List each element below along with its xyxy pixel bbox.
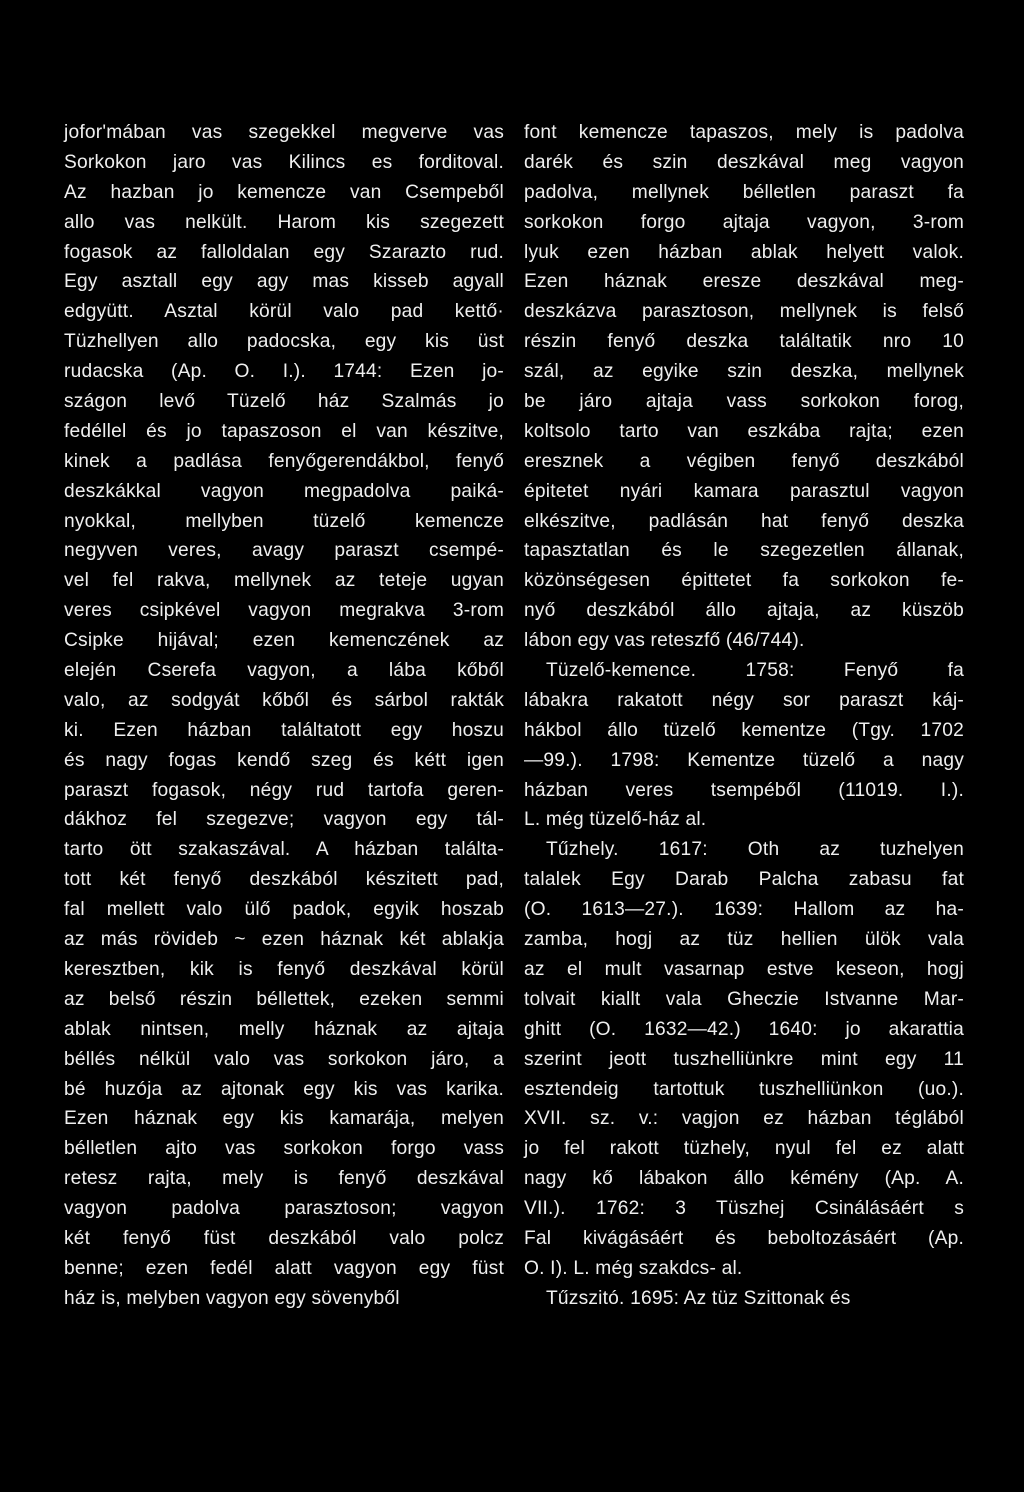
text-line: vagyon padolva parasztoson; vagyon bbox=[64, 1198, 504, 1220]
text-line: nagy kő lábakon állo kémény (Ap. A. bbox=[524, 1168, 964, 1190]
text-line: szerint jeott tuszhelliünkre mint egy 11 bbox=[524, 1048, 964, 1070]
text-line: negyven veres, avagy paraszt csempé- bbox=[64, 540, 504, 562]
text-line: keresztben, kik is fenyő deszkával körül bbox=[64, 958, 504, 980]
text-line: Ezen háznak eresze deszkával meg- bbox=[524, 271, 964, 293]
text-line: jofor'mában vas szegekkel megverve vas bbox=[64, 122, 504, 143]
text-line: Az hazban jo kemencze van Csempeből bbox=[64, 181, 504, 203]
text-line: L. még tüzelő-ház al. bbox=[524, 809, 707, 831]
text-line: és nagy fogas kendő szeg és kétt igen bbox=[64, 749, 504, 771]
text-line: tolvait kiallt vala Gheczie Istvanne Mar- bbox=[524, 988, 964, 1010]
text-line: ház is, melyben vagyon egy sövenyből bbox=[64, 1287, 400, 1309]
text-line: ki. Ezen házban találtatott egy hoszu bbox=[64, 719, 504, 741]
text-line: nyő deszkából állo ajtaja, az küszöb bbox=[524, 600, 964, 622]
text-line: dákhoz fel szegezve; vagyon egy tál- bbox=[64, 809, 504, 831]
entry-heading-line: Tűzhely. 1617: Oth az tuzhelyen bbox=[546, 839, 964, 861]
text-line: Csipke hijával; ezen kemenczének az bbox=[64, 630, 504, 652]
text-line: edgyütt. Asztal körül valo pad kettő· bbox=[64, 301, 504, 323]
text-line: talalek Egy Darab Palcha zabasu fat bbox=[524, 869, 964, 891]
text-line: vel fel rakva, mellynek az teteje ugyan bbox=[64, 570, 504, 592]
left-text-column bbox=[64, 118, 504, 1314]
text-line: házban veres tsempéből (11019. I.). bbox=[524, 779, 964, 801]
text-line: béllés nélkül valo vas sorkokon járo, a bbox=[64, 1048, 504, 1070]
text-line: esztendeig tartottuk tuszhelliünkon (uo.). bbox=[524, 1078, 964, 1100]
text-line: Fal kivágásáért és beboltozásáért (Ap. bbox=[524, 1227, 964, 1249]
text-line: lábakra rakatott négy sor paraszt káj- bbox=[524, 689, 964, 711]
text-line: az belső részin béllettek, ezeken semmi bbox=[64, 988, 504, 1010]
text-line: padolva, mellynek bélletlen paraszt fa bbox=[524, 181, 964, 203]
text-line: Ezen háznak egy kis kamarája, melyen bbox=[64, 1108, 504, 1130]
entry-heading-line: Tűzszitó. 1695: Az tüz Szittonak és bbox=[546, 1287, 851, 1309]
text-line: ghitt (O. 1632—42.) 1640: jo akarattia bbox=[524, 1018, 964, 1040]
text-line: közönségesen épittetet fa sorkokon fe- bbox=[524, 570, 964, 592]
text-line: XVII. sz. v.: vagjon ez házban téglából bbox=[524, 1108, 964, 1130]
text-line: koltsolo tarto van eszkába rajta; ezen bbox=[524, 420, 964, 442]
text-line: tott két fenyő deszkából készitett pad, bbox=[64, 869, 504, 891]
text-line: Sorkokon jaro vas Kilincs es forditoval. bbox=[64, 151, 504, 173]
text-line: rudacska (Ap. O. I.). 1744: Ezen jo- bbox=[64, 361, 504, 383]
text-line: veres csipkével vagyon megrakva 3-rom bbox=[64, 600, 504, 622]
text-line: fedéllel és jo tapaszoson el van készitve, bbox=[64, 420, 504, 442]
text-line: bélletlen ajto vas sorkokon forgo vass bbox=[64, 1138, 504, 1160]
text-line: darék és szin deszkával meg vagyon bbox=[524, 151, 964, 173]
text-line: az el mult vasarnap estve keseon, hogj bbox=[524, 958, 964, 980]
text-line: zamba, hogj az tüz hellien ülök vala bbox=[524, 929, 964, 951]
text-line: benne; ezen fedél alatt vagyon egy füst bbox=[64, 1257, 504, 1279]
text-line: retesz rajta, mely is fenyő deszkával bbox=[64, 1168, 504, 1190]
text-line: deszkázva parasztoson, mellynek is felső bbox=[524, 301, 964, 323]
text-line: hákbol állo tüzelő kementze (Tgy. 1702 bbox=[524, 719, 964, 741]
text-line: szágon levő Tüzelő ház Szalmás jo bbox=[64, 391, 504, 413]
text-line: fogasok az falloldalan egy Szarazto rud. bbox=[64, 241, 504, 263]
text-line: lábon egy vas reteszfő (46/744). bbox=[524, 630, 805, 652]
text-line: épitetet nyári kamara parasztul vagyon bbox=[524, 480, 964, 502]
text-line: (O. 1613—27.). 1639: Hallom az ha- bbox=[524, 899, 964, 921]
text-line: jo fel rakott tüzhely, nyul fel ez alatt bbox=[524, 1138, 964, 1160]
text-line: elkészitve, padlásán hat fenyő deszka bbox=[524, 510, 964, 532]
text-line: lyuk ezen házban ablak helyett valok. bbox=[524, 241, 964, 263]
text-line: be járo ajtaja vass sorkokon forog, bbox=[524, 391, 964, 413]
text-line: tapasztatlan és le szegezetlen állanak, bbox=[524, 540, 964, 562]
text-line: allo vas nelkült. Harom kis szegezett bbox=[64, 211, 504, 233]
text-line: —99.). 1798: Kementze tüzelő a nagy bbox=[524, 749, 964, 771]
entry-heading-line: Tüzelő-kemence. 1758: Fenyő fa bbox=[546, 660, 964, 682]
text-line: elején Cserefa vagyon, a lába kőből bbox=[64, 660, 504, 682]
text-line: Tüzhellyen allo padocska, egy kis üst bbox=[64, 331, 504, 353]
text-line: valo, az sodgyát kőből és sárbol rakták bbox=[64, 689, 504, 711]
text-line: ablak nintsen, melly háznak az ajtaja bbox=[64, 1018, 504, 1040]
text-line: VII.). 1762: 3 Tüszhej Csinálásáért s bbox=[524, 1198, 964, 1220]
text-line: tarto ött szakaszával. A házban találta- bbox=[64, 839, 504, 861]
text-line: sorkokon forgo ajtaja vagyon, 3-rom bbox=[524, 211, 964, 233]
text-line: paraszt fogasok, négy rud tartofa geren- bbox=[64, 779, 504, 801]
text-line: font kemencze tapaszos, mely is padolva bbox=[524, 122, 964, 143]
text-line: kinek a padlása fenyőgerendákbol, fenyő bbox=[64, 450, 504, 472]
text-line: két fenyő füst deszkából valo polcz bbox=[64, 1227, 504, 1249]
text-line: bé huzója az ajtonak egy kis vas karika. bbox=[64, 1078, 504, 1100]
text-line: nyokkal, mellyben tüzelő kemencze bbox=[64, 510, 504, 532]
text-line: eresznek a végiben fenyő deszkából bbox=[524, 450, 964, 472]
text-line: az más rövideb ~ ezen háznak két ablakja bbox=[64, 929, 504, 951]
text-line: O. I). L. még szakdcs- al. bbox=[524, 1257, 743, 1279]
text-line: deszkákkal vagyon megpadolva paiká- bbox=[64, 480, 504, 502]
text-line: Egy asztall egy agy mas kisseb agyall bbox=[64, 271, 504, 293]
text-line: részin fenyő deszka találtatik nro 10 bbox=[524, 331, 964, 353]
text-line: fal mellett valo ülő padok, egyik hoszab bbox=[64, 899, 504, 921]
text-line: szál, az egyike szin deszka, mellynek bbox=[524, 361, 964, 383]
right-text-column bbox=[524, 118, 964, 1314]
